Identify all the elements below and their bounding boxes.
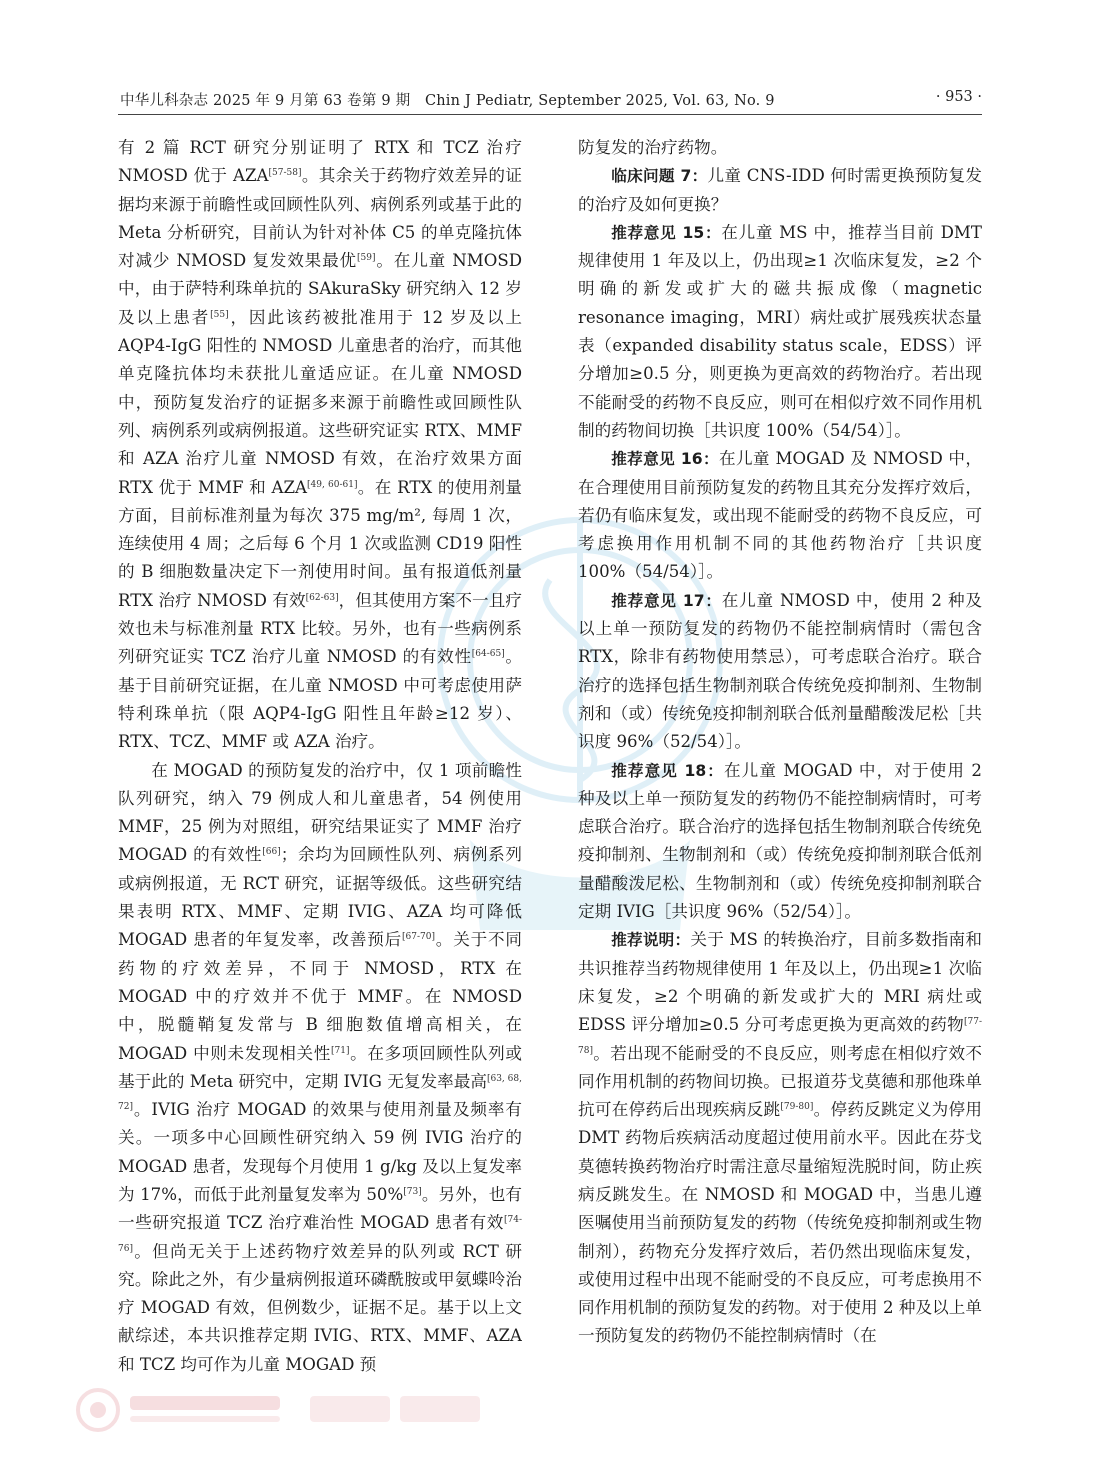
left-column [118, 134, 522, 1424]
clinical-question-7 [578, 162, 982, 219]
text-run: 。另外，也有一些研究报道 TCZ 治疗难治性 MOGAD 患者有效 [118, 1184, 522, 1233]
recommendation-label: 推荐意见 15： [611, 223, 722, 242]
recommendation-16 [578, 445, 982, 586]
journal-citation: 中华儿科杂志 2025 年 9 月第 63 卷第 9 期 Chin J Pediatr, September 2025, Vol. 63, No. 9 [120, 93, 775, 109]
citation-ref: [55] [210, 309, 229, 320]
text-run: 。关于不同药物的疗效差异，不同于 NMOSD，RTX 在 MOGAD 中的疗效并不优于 MMF。在 NMOSD 中，脱髓鞘复发常与 B 细胞数值增高相关，在 MOGAD 中则未发现相关性 [118, 930, 522, 1063]
citation-ref: [77-78] [578, 1017, 982, 1056]
text-run: ，因此该药被批准用于 12 岁及以上 AQP4-IgG 阳性的 NMOSD 儿童患者的治疗，而其他单克隆抗体均未获批儿童适应证。在儿童 NMOSD 中，预防复发治疗的证据多来源于前瞻性或回顾性队列、病例系列或病例报道。这些研究证实 RTX、MMF 和 AZA 治疗儿童 NMOSD 有效，在治疗效果方面 RTX 优于 MMF 和 AZA [118, 307, 522, 497]
header-rule [118, 114, 982, 115]
recommendation-17 [578, 587, 982, 757]
paragraph-mogad [118, 757, 522, 1380]
citation-ref: [73] [403, 1186, 422, 1197]
citation-ref: [62-63] [305, 592, 339, 603]
citation-ref: [79-80] [780, 1102, 814, 1113]
text-run: 。但尚无关于上述药物疗效差异的队列或 RCT 研究。除此之外，有少量病例报道环磷酰胺或甲氨蝶呤治疗 MOGAD 有效，但例数少，证据不足。基于以上文献综述，本共识推荐定期 IVIG、RTX、MMF、AZA 和 TCZ 均可作为儿童 MOGAD 预 [118, 1241, 522, 1374]
text-run: 。IVIG 治疗 MOGAD 的效果与使用剂量及频率有关。一项多中心回顾性研究纳入 59 例 IVIG 治疗的 MOGAD 患者，发现每个月使用 1 g/kg 及以上复发率为 17%，而低于此剂量复发率为 50% [118, 1100, 522, 1204]
text-run: 有 2 篇 RCT 研究分别证明了 RTX 和 TCZ 治疗 NMOSD 优于 AZA [118, 138, 522, 186]
page-number: · 953 · [935, 89, 982, 105]
text-run: 在儿童 NMOSD 中，使用 2 种及以上单一预防复发的药物仍不能控制病情时（需包含 RTX，除非有药物使用禁忌），可考虑联合治疗。联合治疗的选择包括生物制剂联合传统免疫抑制剂、生物制剂和（或）传统免疫抑制剂联合低剂量醋酸泼尼松［共识度 96%（52/54）］。 [578, 590, 982, 752]
recommendation-note [578, 926, 982, 1350]
text-run: 儿童 CNS-IDD 何时需更换预防复发的治疗及如何更换？ [578, 166, 982, 214]
citation-ref: [74-76] [118, 1215, 522, 1254]
text-run: 在儿童 MOGAD 中，对于使用 2 种及以上单一预防复发的药物仍不能控制病情时，可考虑联合治疗。联合治疗的选择包括生物制剂联合传统免疫抑制剂、生物制剂和（或）传统免疫抑制剂联合低剂量醋酸泼尼松、生物制剂和（或）传统免疫抑制剂联合定期 IVIG［共识度 96%（52/54）］。 [578, 760, 982, 922]
text-run: 。基于目前研究证据，在儿童 NMOSD 中可考虑使用萨特利珠单抗（限 AQP4-IgG 阳性且年龄≥12 岁）、RTX、TCZ、MMF 或 AZA 治疗。 [118, 647, 522, 752]
citation-ref: [64-65] [471, 649, 505, 660]
paragraph-continuation: 防复发的治疗药物。 [578, 138, 728, 157]
recommendation-18 [578, 757, 982, 927]
citation-ref: [71] [331, 1045, 350, 1056]
right-column [578, 134, 982, 1424]
page-header [0, 0, 1100, 130]
text-run: 。其余关于药物疗效差异的证据均来源于前瞻性或回顾性队列、病例系列或基于此的 Meta 分析研究，目前认为针对补体 C5 的单克隆抗体对减少 NMOSD 复发效果最优 [118, 166, 522, 271]
citation-ref: [67-70] [402, 932, 435, 943]
recommendation-label: 推荐意见 18： [611, 761, 724, 780]
text-run: 。停药反跳定义为停用 DMT 药物后疾病活动度超过使用前水平。因此在芬戈莫德转换药物治疗时需注意尽量缩短洗脱时间，防止疾病反跳发生。在 NMOSD 和 MOGAD 中，当患儿遵医嘱使用当前预防复发的药物（传统免疫抑制剂或生物制剂），药物充分发挥疗效后，若仍然出现临床复发，或使用过程中出现不能耐受的不良反应，可考虑换用不同作用机制的预防复发的药物。对于使用 2 种及以上单一预防复发的药物仍不能控制病情时（在 [578, 1100, 982, 1346]
text-run: 在 MOGAD 的预防复发的治疗中，仅 1 项前瞻性队列研究，纳入 79 例成人和儿童患者，54 例使用 MMF，25 例为对照组，研究结果证实了 MMF 治疗 MOGAD 的有效性 [118, 760, 522, 865]
paragraph-nmosd [118, 134, 522, 757]
text-run: 。若出现不能耐受的不良反应，则考虑在相似疗效不同作用机制的药物间切换。已报道芬戈莫德和那他珠单抗可在停药后出现疾病反跳 [578, 1043, 982, 1120]
text-run: 在儿童 MOGAD 及 NMOSD 中，在合理使用目前预防复发的药物且其充分发挥疗效后，若仍有临床复发，或出现不能耐受的药物不良反应，可考虑换用作用机制不同的其他药物治疗［共识度 100%（54/54）］。 [578, 449, 982, 582]
clinical-question-label: 临床问题 7： [611, 167, 708, 186]
note-label: 推荐说明： [611, 931, 691, 950]
citation-ref: [59] [357, 253, 376, 264]
text-run: ；余均为回顾性队列、病例系列或病例报道，无 RCT 研究，证据等级低。这些研究结果表明 RTX、MMF、定期 IVIG、AZA 均可降低 MOGAD 患者的年复发率，改善预后 [118, 845, 522, 950]
recommendation-label: 推荐意见 16： [611, 450, 719, 469]
citation-ref: [66] [262, 847, 281, 858]
citation-ref: [49, 60-61] [307, 479, 358, 490]
citation-ref: [57-58] [268, 168, 302, 179]
text-run: 。在 RTX 的使用剂量方面，目前标准剂量为每次 375 mg/m², 每周 1 次，连续使用 4 周；之后每 6 个月 1 次或监测 CD19 阳性的 B 细胞数量决定下一剂使用时间。虽有报道低剂量 RTX 治疗 NMOSD 有效 [118, 477, 522, 610]
text-run: 。在儿童 NMOSD 中，由于萨特利珠单抗的 SAkuraSky 研究纳入 12 岁及以上患者 [118, 251, 522, 327]
citation-ref: [63, 68, 72] [118, 1073, 522, 1113]
text-run: 关于 MS 的转换治疗，目前多数指南和共识推荐当药物规律使用 1 年及以上，仍出现≥1 次临床复发，≥2 个明确的新发或扩大的 MRI 病灶或 EDSS 评分增加≥0.5 分可考虑更换为更高效的药物 [578, 930, 982, 1035]
recommendation-label: 推荐意见 17： [611, 591, 722, 610]
recommendation-15 [578, 219, 982, 445]
text-run: ，但其使用方案不一且疗效也未与标准剂量 RTX 比较。另外，也有一些病例系列研究证实 TCZ 治疗儿童 NMOSD 的有效性 [118, 590, 522, 667]
text-run: 。在多项回顾性队列或基于此的 Meta 研究中，定期 IVIG 无复发率最高 [118, 1043, 522, 1091]
text-run: 在儿童 MS 中，推荐当目前 DMT 规律使用 1 年及以上，仍出现≥1 次临床复发，≥2 个明确的新发或扩大的磁共振成像（magnetic resonance imaging，MRI）病灶或扩展残疾状态量表（expanded disability status scale，EDSS）评分增加≥0.5 分，则更换为更高效的药物治疗。若出现不能耐受的药物不良反应，则可在相似疗效不同作用机制的药物间切换［共识度 100%（54/54）］。 [578, 222, 982, 440]
